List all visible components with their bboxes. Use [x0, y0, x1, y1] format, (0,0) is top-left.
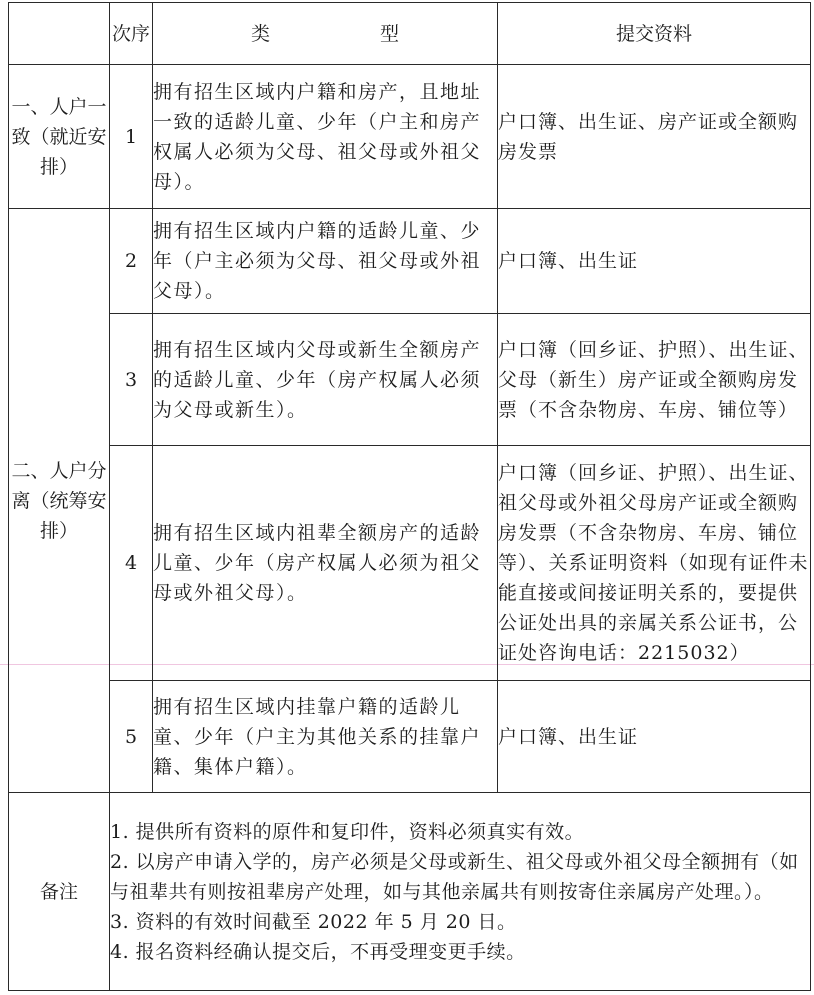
- type-cell: 拥有招生区域内父母或新生全额房产的适龄儿童、少年（房产权属人必须为父母或新生）。: [153, 314, 498, 446]
- header-order: 次序: [110, 3, 153, 65]
- category-cell: 一、人户一致（就近安排）: [9, 65, 110, 209]
- table-row: [9, 446, 811, 681]
- type-cell: 拥有招生区域内户籍的适龄儿童、少年（户主必须为父母、祖父母或外祖父母）。: [153, 209, 498, 314]
- type-cell: 拥有招生区域内户籍和房产，且地址一致的适龄儿童、少年（户主和房产权属人必须为父母、祖父母或外祖父母）。: [153, 65, 498, 209]
- header-row: [9, 3, 811, 65]
- type-cell: 拥有招生区域内祖辈全额房产的适龄儿童、少年（房产权属人必须为祖父母或外祖父母）。: [153, 446, 498, 681]
- header-materials: 提交资料: [498, 3, 811, 65]
- note-item: 2. 以房产申请入学的，房产必须是父母或新生、祖父母或外祖父母全额拥有（如与祖辈共有则按祖辈房产处理，如与其他亲属共有则按寄住亲属房产处理。）。: [110, 850, 799, 903]
- type-cell: 拥有招生区域内挂靠户籍的适龄儿童、少年（户主为其他关系的挂靠户籍、集体户籍）。: [153, 681, 498, 793]
- row-index: 1: [110, 65, 153, 209]
- enrollment-requirements-table: [8, 2, 811, 991]
- header-blank: [9, 3, 110, 65]
- table-row: [9, 209, 811, 314]
- category-cell: 二、人户分离（统筹安排）: [9, 209, 110, 793]
- table-row: [9, 314, 811, 446]
- header-type: [153, 3, 498, 65]
- header-type-char-1: 类: [250, 22, 270, 45]
- row-index: 4: [110, 446, 153, 681]
- notes-label: 备注: [9, 793, 110, 991]
- table-row: [9, 681, 811, 793]
- materials-cell: 户口簿（回乡证、护照）、出生证、祖父母或外祖父母房产证或全额购房发票（不含杂物房、车房、铺位等）、关系证明资料（如现有证件未能直接或间接证明关系的，要提供公证处出具的亲属关系公证书，公证处咨询电话：2215032）: [498, 446, 811, 681]
- header-type-char-2: 型: [380, 22, 400, 45]
- materials-cell: 户口簿、出生证: [498, 681, 811, 793]
- row-index: 3: [110, 314, 153, 446]
- row-index: 2: [110, 209, 153, 314]
- note-item: 3. 资料的有效时间截至 2022 年 5 月 20 日。: [110, 910, 517, 933]
- note-item: 4. 报名资料经确认提交后，不再受理变更手续。: [110, 940, 526, 963]
- notes-row: [9, 793, 811, 991]
- materials-cell: 户口簿（回乡证、护照）、出生证、父母（新生）房产证或全额购房发票（不含杂物房、车房、铺位等）: [498, 314, 811, 446]
- note-item: 1. 提供所有资料的原件和复印件，资料必须真实有效。: [110, 820, 585, 843]
- notes-cell: [110, 793, 811, 991]
- row-index: 5: [110, 681, 153, 793]
- materials-cell: 户口簿、出生证: [498, 209, 811, 314]
- materials-cell: 户口簿、出生证、房产证或全额购房发票: [498, 65, 811, 209]
- table-row: [9, 65, 811, 209]
